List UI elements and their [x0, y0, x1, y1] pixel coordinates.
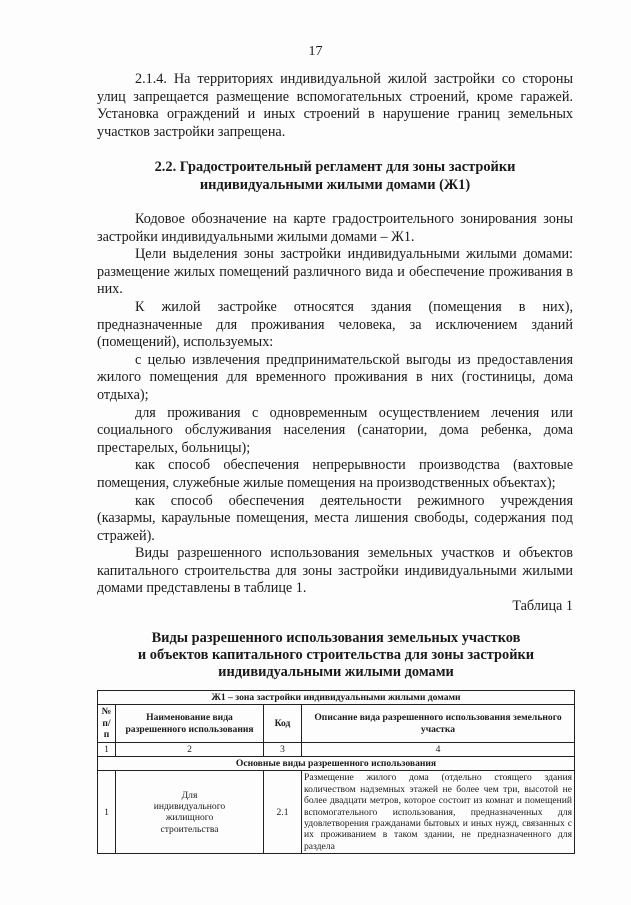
paragraph: как способ обеспечения непрерывности производства (вахтовые помещения, служебные жилые помещения на производственных объектах);: [97, 457, 573, 491]
col-header-name: Наименование вида разрешенного использования: [116, 705, 264, 742]
paragraph: для проживания с одновременным осуществлением лечения или социального обслуживания населения (санатории, дома ребенка, дома престарелых, больницы);: [97, 404, 573, 456]
paragraph: как способ обеспечения деятельности режимного учреждения (казармы, караульные помещения, места лишения свободы, содержания под стражей).: [97, 492, 573, 544]
paragraph: Кодовое обозначение на карте градостроительного зонирования зоны застройки индивидуальными жилыми домами – Ж1.: [97, 211, 573, 245]
section-body: [97, 211, 573, 598]
section-row: [98, 757, 575, 771]
paragraph: Цели выделения зоны застройки индивидуальными жилыми домами: размещение жилых помещений различного вида и обеспечение проживания в них.: [97, 246, 573, 298]
heading-line: индивидуальными жилыми домами (Ж1): [199, 177, 471, 193]
row-name: Для индивидуального жилищного строительства: [116, 771, 264, 854]
heading-line: 2.2. Градостроительный регламент для зоны застройки: [154, 159, 516, 175]
index-cell: 3: [264, 742, 302, 756]
paragraph: Виды разрешенного использования земельных участков и объектов капитального строительства для зоны застройки индивидуальными жилыми домами представлены в таблице 1.: [97, 545, 573, 597]
index-cell: 4: [302, 742, 575, 756]
column-index-row: [98, 742, 575, 756]
section-main-uses: Основные виды разрешенного использования: [98, 757, 575, 771]
page-number: 17: [308, 44, 323, 59]
paragraph: К жилой застройке относятся здания (помещения в них), предназначенные для проживания человека, за исключением зданий (помещений), используемых:: [97, 298, 573, 351]
table-title-line: Виды разрешенного использования земельных участков: [151, 630, 521, 646]
zone-header-row: [98, 691, 575, 705]
paragraph-2-1-4: [97, 71, 573, 141]
zone-header: Ж1 – зона застройки индивидуальными жилыми домами: [98, 691, 575, 705]
row-num: 1: [98, 771, 116, 854]
table-row: [98, 771, 575, 854]
col-header-desc: Описание вида разрешенного использования земельного участка: [302, 705, 575, 742]
col-header-num: № п/п: [98, 705, 116, 742]
section-heading-2-2: [97, 158, 573, 194]
column-header-row: [98, 705, 575, 742]
index-cell: 2: [116, 742, 264, 756]
row-desc: Размещение жилого дома (отдельно стоящего здания количеством надземных этажей не более чем три, высотой не более двадцати метров, которое состоит из комнат и помещений вспомогательного использования, предназначенных для удовлетворения гражданами бытовых и иных нужд, связанных с их проживанием в таком здании, не предназначенного для раздела: [302, 771, 575, 854]
table-title-line: и объектов капитального строительства для зоны застройки: [137, 647, 535, 663]
paragraph: с целью извлечения предпринимательской выгоды из предоставления жилого помещения для временного проживания в них (гостиницы, дома отдыха);: [97, 351, 573, 403]
permitted-use-table: [97, 690, 575, 854]
table-label: Таблица 1: [512, 598, 573, 614]
table-title: [97, 630, 575, 681]
row-code: 2.1: [264, 771, 302, 854]
index-cell: 1: [98, 742, 116, 756]
col-header-code: Код: [264, 705, 302, 742]
table-title-line: индивидуальными жилыми домами: [218, 664, 454, 680]
paragraph-text: 2.1.4. На территориях индивидуальной жилой застройки со стороны улиц запрещается размещение вспомогательных строений, кроме гаражей. Установка ограждений и иных строений в нарушение границ земельных участков застройки запрещена.: [97, 71, 573, 140]
